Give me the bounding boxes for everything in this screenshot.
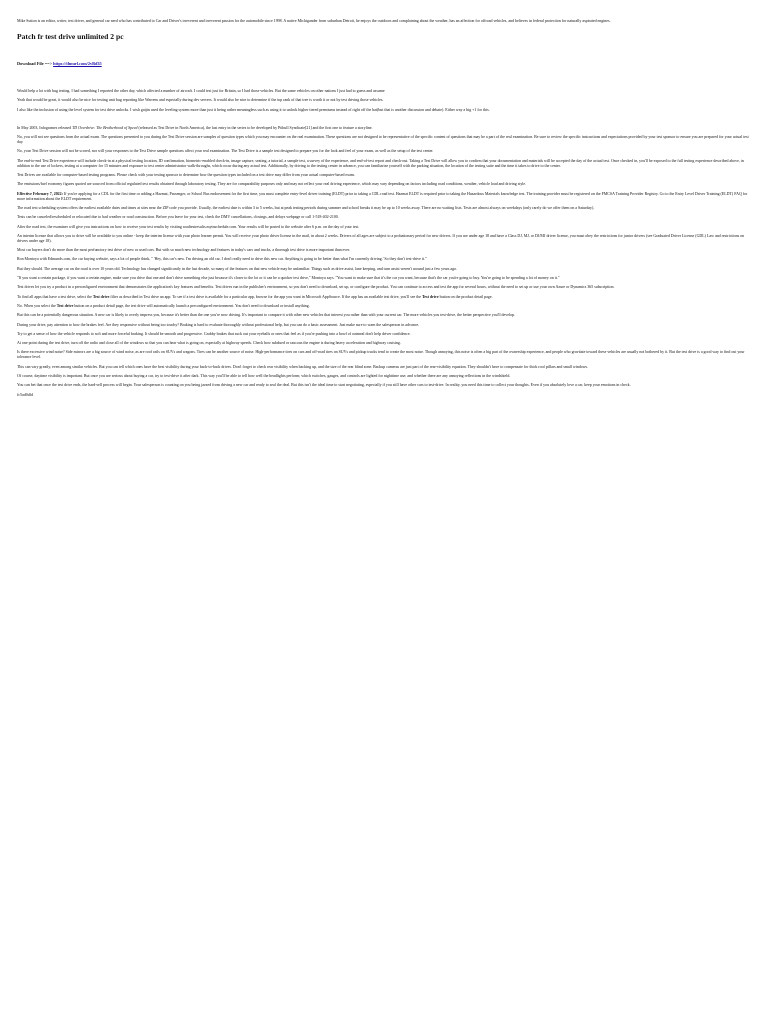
download-label: Download File ==> bbox=[17, 61, 54, 66]
paragraph: Of course, daytime visibility is important. But once you are serious about buying a car, try to test-drive it after dark. This way you'll be able to tell how well the headlights perform; which switches, gauges, and controls are lighted for nighttime use; and whether there are any annoying reflections in the windshield. bbox=[17, 373, 511, 379]
paragraph: This can vary greatly, even among similar vehicles. But you can tell which ones have the best visibility during your back-to-back drives. Don't forget to check rear visibility when backing up, and the size of the rear blind zone. Backup cameras are just part of the rear-visibility equation. They shouldn't have to compensate for thick roof pillars and small windows. bbox=[17, 363, 589, 369]
paragraph: The road test scheduling system offers the earliest available dates and times at sites near the ZIP code you provide. Usually, the earliest date is within 3 to 5 weeks, but at peak testing periods during summer and school breaks it may be up to 10 weeks away. There are no waiting lists. Tests are almost always on weekdays (only rarely do we offer them on a Saturday). bbox=[17, 204, 595, 210]
paragraph: Ron Montoya with Edmunds.com, the car buying website, says a lot of people think, " 'Hey, this car's new. I'm driving an old car. I don't really need to drive this new car. Anything is going to be better than what I'm currently driving.' So they don't test-drive it." bbox=[17, 256, 427, 262]
paragraph: "If you want a certain package, if you want a certain engine, make sure you drive that one and don't drive something else just because it's closer to the lot or it can be a quicker test drive," Montoya says. "You want to make sure that it's the car you want, because that's the car you're going to buy. You're going to be spending a lot of money on it." bbox=[17, 275, 560, 281]
comment: Would help a lot with bug testing. I had something I reported the other day, which affected a number of aircraft. I could test just for Britain, so I had those vehicles. But the same vehicles on other nations I just had to guess and assume bbox=[17, 88, 385, 93]
paragraph bbox=[17, 191, 753, 201]
paragraph: Test drives let you try a product in a preconfigured environment that demonstrates the application's key features and benefits. Test drives run in the publisher's environment, so you don't need to download, set up, or configure the product. You can continue to access and test the app for several hours, without the need to set up or use your own Azure or Dynamics 365 subscription. bbox=[17, 284, 615, 290]
page-title: Patch fr test drive unlimited 2 pc bbox=[17, 32, 124, 41]
paragraph: An interim license that allows you to drive will be available to you online - keep the interim license with your photo learner permit. You will receive your photo driver license in the mail, in about 2 weeks. Drivers of all ages are subject to a probationary period for new drivers. If you are under age 18 and have a Class DJ, MJ, or DJ/MJ driver license, you must obey the restrictions for junior drivers (see Graduated Driver License (GDL) Law and restrictions on drivers under age 18). bbox=[17, 232, 745, 243]
effective-date: Effective February 7, 2022: bbox=[17, 190, 63, 196]
text-run: button on the product detail page. bbox=[438, 293, 493, 299]
paragraph: At one point during the test drive, turn off the radio and close all of the windows so that you can hear what is going on, especially at highway speeds. Check how subdued or raucous the engine is during heavy acceleration and highway cruising. bbox=[17, 340, 401, 346]
download-link[interactable]: https://tlmurl.com/2vBd35 bbox=[53, 61, 102, 66]
paragraph: No, your Test Drive session will not be scored, nor will your responses to the Test Drive sample questions affect your real examination. The Test Drive is a sample test designed to prepare you for the look and feel of your exam, as well as the setup of the test center. bbox=[17, 148, 434, 154]
paragraph: Is there excessive wind noise? Side mirrors are a big source of wind noise, as are roof rails on SUVs and wagons. Tires can be another source of noise. High-performance tires on cars and off-road tires on SUVs and pickup trucks tend to create the most noise. Though annoying, this noise is often a big part of the ownership experience, and people who gravitate toward these vehicles are usually not bothered by it. But the test drive is a good way to find out your tolerance level. bbox=[17, 349, 745, 360]
paragraph: You can bet that once the test drive ends, the hard-sell process will begin. Your salesperson is counting on you being jazzed from driving a new car and ready to seal the deal. But this isn't the ideal time to start negotiating, especially if you still have other cars to test-drive. In reality, you need this time to collect your thoughts. Even if you absolutely love a car, keep your emotions in check. bbox=[17, 382, 631, 388]
document-page bbox=[0, 0, 770, 397]
download-line bbox=[17, 61, 753, 66]
text-run: (released as Test Drive in North America), the last entry in the series to be developed by Pitbull Syndicate[21] and the first one to feature a storyline. bbox=[137, 124, 373, 130]
comment: I also like the inclusion of using the level system for test drive unlocks. I wish gaijin used the leveling system more than just it being rather meaningless such as using it to unlock higher tiered premiums instead of right off the bat(but that is another discussion and debate). Either way a big +1 for this. bbox=[17, 106, 490, 112]
text-run: To find all apps that have a test drive, select the bbox=[17, 293, 93, 299]
bold-term: Test drive bbox=[422, 293, 439, 299]
paragraph: Most car buyers don't do more than the most perfunctory test drive of new or used cars. But with so much new technology and features in today's cars and trucks, a thorough test drive is more important than ever. bbox=[17, 247, 351, 253]
paragraph: Try to get a sense of how the vehicle responds to soft and more forceful braking. It should be smooth and progressive. Grabby brakes that suck out your eyeballs or ones that feel as if you're pushing into a bowl of oatmeal don't help driver confidence. bbox=[17, 330, 411, 336]
paragraph: During your drive, pay attention to how the brakes feel. Are they responsive without being too touchy? Braking is hard to evaluate thoroughly without professional help, but you can do a basic assessment. Just make sure to warn the salesperson in advance. bbox=[17, 321, 420, 327]
author-bio: Mike Sutton is an editor, writer, test driver, and general car nerd who has contributed to Car and Driver's irreverent and irreverent passion for the automobile since 1998. A native Michigander from suburban Detroit, he enjoys the outdoors and complaining about the weather, has an affection for offroad vehicles, and believes in federal protection for naturally aspirated engines. bbox=[17, 18, 611, 23]
text-run: In May 2003, Infogrames released bbox=[17, 124, 73, 130]
paragraph bbox=[17, 294, 753, 299]
paragraph: The emissions/fuel economy figures quoted are sourced from official regulated test results obtained through laboratory testing. They are for comparability purposes only and may not reflect your real driving experience, which may vary depending on factors including road conditions, weather, vehicle load and driving style. bbox=[17, 181, 527, 187]
text-run: button on a product detail page, the test drive will automatically launch a preconfigured environment. You don't need to download or install anything. bbox=[73, 302, 310, 308]
text-run: No. When you select the bbox=[17, 302, 57, 308]
bold-term: Test drive bbox=[56, 302, 74, 308]
paragraph: Tests can be canceled/rescheduled or relocated due to bad weather or road construction. Before you leave for your test, check the DMV cancellations, closings, and delays webpage or call 1-518-402-2100. bbox=[17, 214, 339, 220]
paragraph: Test Drives are available for computer-based testing programs. Please check with your testing sponsor to determine how the question types included on a test drive may differ from your actual computer-based exam. bbox=[17, 172, 355, 178]
paragraph: The end-to-end Test Drive experience will include check-in at a physical testing location, ID confirmation, biometric-enabled check-in, image capture, seating, a tutorial, a sample test, a survey of the experience, and end-of-test report and check-out. Taking a Test Drive will allow you to confirm that your documentation and materials will be accepted the day of the actual test. Once checked in, you'll be exposed to the full testing experience described above, in addition to the use of lockers, testing at a computer for 15 minutes and exposure to test center administrator walk-throughs, which occur during any actual test. Additionally, by driving to the testing center in advance, you can familiarize yourself with the parking situation, the location of the testing suite and the time it takes to drive to the center. bbox=[17, 157, 744, 168]
text-run: If you're applying for a CDL for the first time or adding a Hazmat, Passenger, or School Bus endorsement for the first time, you must complete entry-level driver training (ELDT) prior to taking a CDL road test. Hazmat ELDT is required prior to taking the Hazardous Materials knowledge test. The training provider must be registered on the FMCSA Training Provider Registry. Go to the Entry Level Driver Training (ELDT) FAQ for more information about the ELDT requirement. bbox=[17, 190, 748, 201]
spacer bbox=[17, 116, 753, 125]
paragraph: After the road test, the examiner will give you instructions on how to receive your test results by visiting roadtestresults.mytnschedule.com. Your results will be posted to the website after 6 p.m. on the day of your test. bbox=[17, 223, 360, 229]
game-title: TD Overdrive: The Brotherhood of Speed bbox=[72, 124, 138, 130]
paragraph bbox=[17, 125, 753, 130]
bold-term: Test drive bbox=[92, 293, 110, 299]
paragraph: But this can be a potentially dangerous situation. A new car is likely to overly impress you, because it's better than the one you're now driving. It's important to compare it with other new vehicles that interest you rather than with your current car. The more vehicles you test-drive, the better perspective you'll develop. bbox=[17, 312, 515, 318]
paragraph: But they should. The average car on the road is over 10 years old. Technology has changed significantly in the last decade, so many of the features on that new vehicle may be unfamiliar. Things such as drive assist, lane keeping, and turn assist weren't around just a few years ago. bbox=[17, 265, 458, 271]
text-run: filter as described in Test drive an app. To see if a test drive is available for a particular app, browse for the app you want in Microsoft AppSource. If the app has an available test drive, you'll see the bbox=[109, 293, 423, 299]
footer-code: fc5ad0dfd bbox=[17, 391, 33, 397]
paragraph: No, you will not see questions from the actual exam. The questions presented to you during the Test Drive session are samples of question types which you may encounter on the real examination. These questions are not designed to be representative of the specific content of questions that may be a part of the real examination. Be sure to review the specific instructions and expectations provided by your test sponsor to ensure you are prepared for your actual test day. bbox=[17, 134, 749, 145]
comment: Yeah that would be great, it would also be nice for testing unit bug reporting like Warrens and especially during dev servers. It would also be nice to determine if the top rank of that tree is worth it or not by test driving those vehicles. bbox=[17, 97, 384, 103]
paragraph bbox=[17, 303, 753, 308]
